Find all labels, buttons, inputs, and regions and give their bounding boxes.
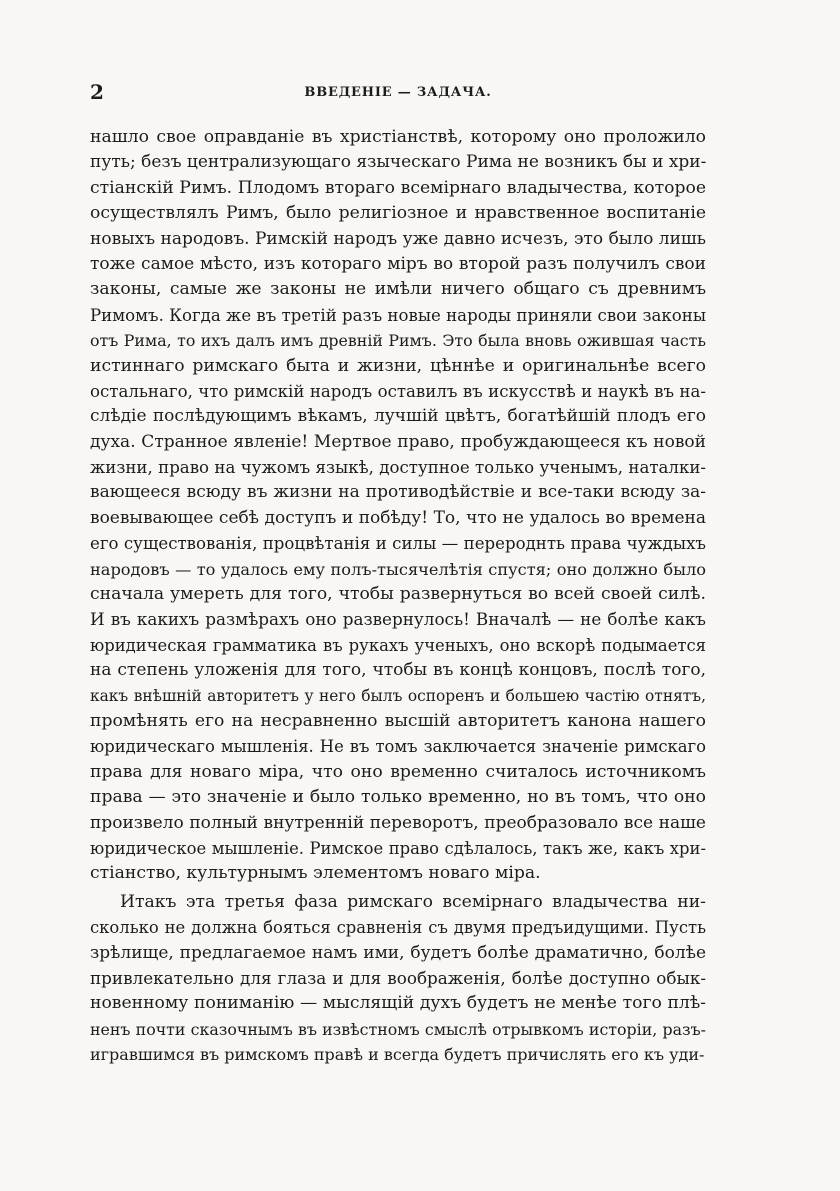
- text-line: путь; безъ централизующаго языческаго Рима не возникъ бы и хри-: [90, 152, 707, 173]
- text-line: стіанство, культурнымъ элементомъ новаго міра.: [90, 863, 541, 884]
- body-text: [90, 125, 706, 1067]
- text-line: духа. Странное явленіе! Мертвое право, пробуждающееся къ новой: [90, 431, 706, 452]
- text-line: привлекательно для глаза и для воображенія, болѣе доступно обык-: [90, 967, 706, 988]
- text-line: юридическая грамматика въ рукахъ ученыхъ, оно вскорѣ подымается: [90, 635, 706, 655]
- text-line: народовъ — то удалось ему полъ-тысячелѣтія спустя; оно должно было: [90, 559, 706, 579]
- text-line: юридическаго мышленія. Не въ томъ заключается значеніе римскаго: [90, 737, 706, 757]
- text-line: Итакъ эта третья фаза римскаго всемірнаго владычества ни-: [120, 891, 706, 912]
- text-line: истиннаго римскаго быта и жизни, цѣннѣе и оригинальнѣе всего: [90, 355, 706, 376]
- text-line: игравшимся въ римскомъ правѣ и всегда будетъ причислять его къ уди-: [90, 1045, 705, 1065]
- text-line: осуществлялъ Римъ, было религіозное и нравственное воспитаніе: [90, 203, 706, 224]
- text-line: права для новаго міра, что оно временно считалось источникомъ: [90, 761, 706, 782]
- text-line: какъ внѣшній авторитетъ у него былъ оспоренъ и большею частію отнятъ,: [90, 686, 706, 705]
- text-line: нашло свое оправданіе въ христіанствѣ, которому оно проложило: [90, 127, 706, 147]
- text-line: Римомъ. Когда же въ третій разъ новые народы приняли свои законы: [90, 305, 707, 325]
- text-line: тоже самое мѣсто, изъ котораго міръ во второй разъ получилъ свои: [90, 253, 706, 274]
- page-header: [90, 80, 706, 106]
- text-line: ненъ почти сказочнымъ въ извѣстномъ смыслѣ отрывкомъ исторіи, разъ-: [90, 1019, 706, 1039]
- text-line: остальнаго, что римскій народъ оставилъ въ искусствѣ и наукѣ въ на-: [90, 381, 706, 401]
- text-line: его существованія, процвѣтанія и силы — перероднть права чуждыхъ: [90, 534, 706, 554]
- text-line: вающееся всюду въ жизни на противодѣйствіе и все-таки всюду за-: [90, 482, 706, 503]
- text-line: воевывающее себѣ доступъ и побѣду! То, что не удалось во времена: [90, 507, 706, 528]
- text-line: на степень уложенія для того, чтобы въ концѣ концовъ, послѣ того,: [90, 660, 706, 681]
- text-line: новыхъ народовъ. Римскій народъ уже давно исчезъ, это было лишь: [90, 228, 706, 249]
- text-line: новенному пониманію — мыслящій духъ будетъ не менѣе того плѣ-: [90, 993, 706, 1014]
- text-line: права — это значеніе и было только временно, но въ томъ, что оно: [90, 787, 706, 808]
- text-line: произвело полный внутренній переворотъ, преобразовало все наше: [90, 812, 706, 833]
- text-line: сколько не должна бояться сравненія съ двумя предъидущими. Пусть: [90, 918, 706, 938]
- text-line: стіанскій Римъ. Плодомъ втораго всемірнаго владычества, которое: [90, 177, 706, 198]
- text-line: зрѣлище, предлагаемое намъ ими, будетъ болѣе драматично, болѣе: [90, 942, 706, 963]
- text-line: промѣнять его на несравненно высшій авторитетъ канона нашего: [90, 710, 706, 731]
- paragraph: [90, 890, 706, 1068]
- text-line: юридическое мышленіе. Римское право сдѣлалось, такъ же, какъ хри-: [90, 838, 706, 858]
- paragraph: [90, 125, 706, 887]
- text-line: жизни, право на чужомъ языкѣ, доступное только ученымъ, наталки-: [90, 458, 706, 478]
- text-line: отъ Рима, то ихъ далъ имъ древній Римъ. Это была вновь ожившая часть: [90, 331, 706, 351]
- text-line: сначала умереть для того, чтобы развернуться во всей своей силѣ.: [90, 584, 706, 605]
- page-number: 2: [90, 80, 104, 104]
- text-line: слѣдіе послѣдующимъ вѣкамъ, лучшій цвѣтъ, богатѣйшій плодъ его: [90, 406, 706, 427]
- running-title: ВВЕДЕНІЕ — ЗАДАЧА.: [304, 85, 492, 100]
- text-line: законы, самые же законы не имѣли ничего общаго съ древнимъ: [90, 279, 706, 300]
- text-line: И въ какихъ размѣрахъ оно развернулось! Вначалѣ — не болѣе какъ: [90, 609, 706, 630]
